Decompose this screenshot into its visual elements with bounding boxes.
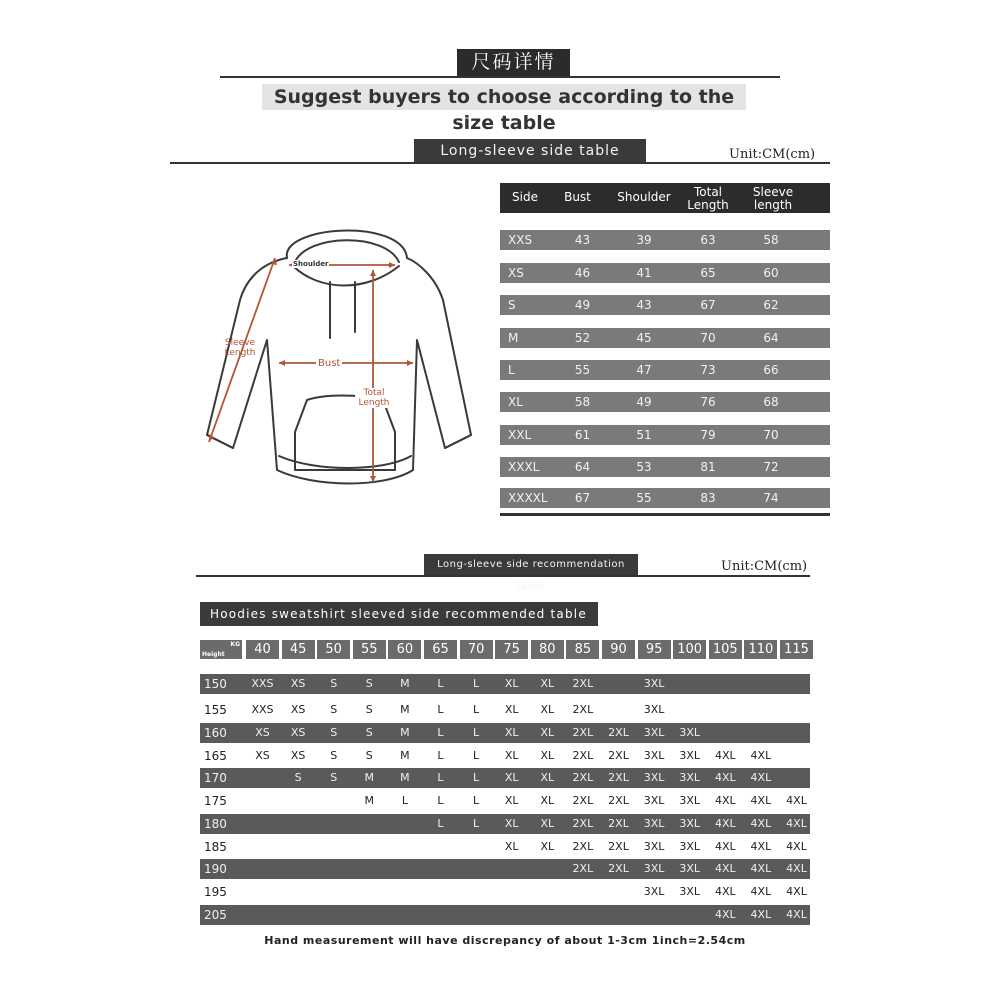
size-recommendation-cell: L	[437, 726, 444, 739]
size-label-cell: XXXXL	[508, 491, 548, 505]
size-recommendation-cell: M	[400, 726, 410, 739]
weight-header-cell: 45	[282, 640, 315, 659]
weight-header-cell: 115	[780, 640, 813, 659]
size-recommendation-cell: 2XL	[572, 726, 594, 739]
page-title-zh: 尺码详情	[457, 49, 570, 76]
size-recommendation-cell: 4XL	[750, 840, 772, 853]
size-recommendation-cell: XL	[540, 677, 555, 690]
col-sleeve-length: Sleeve length	[752, 185, 794, 212]
sleeve-length-label: Sleeve Length	[224, 338, 256, 358]
size-recommendation-cell: 2XL	[608, 817, 629, 830]
size-recommendation-cell: XS	[290, 703, 306, 716]
size-unit-label: Unit:CM(cm)	[729, 147, 816, 162]
size-recommendation-cell: 4XL	[714, 771, 736, 784]
size-value-cell: 60	[763, 266, 779, 280]
size-recommendation-cell: S	[330, 726, 338, 739]
size-recommendation-cell: 3XL	[679, 840, 701, 853]
size-recommendation-cell: 3XL	[643, 703, 665, 716]
size-row	[500, 230, 830, 250]
size-recommendation-cell: 4XL	[750, 794, 772, 807]
size-recommendation-cell: 3XL	[643, 862, 665, 875]
weight-header-cell: 75	[495, 640, 528, 659]
size-recommendation-cell: L	[473, 749, 480, 762]
size-recommendation-cell: L	[437, 771, 444, 784]
size-recommendation-cell: L	[473, 817, 480, 830]
size-recommendation-cell: 4XL	[714, 885, 736, 898]
corner-height-label: Height	[202, 651, 225, 658]
size-row	[500, 295, 830, 315]
size-recommendation-cell: 4XL	[750, 817, 772, 830]
rec-section-rule	[196, 575, 810, 577]
size-recommendation-cell: XL	[540, 703, 555, 716]
size-recommendation-cell: L	[473, 771, 480, 784]
col-shoulder: Shoulder	[617, 190, 671, 204]
size-value-cell: 51	[636, 428, 652, 442]
weight-header-cell: 65	[424, 640, 457, 659]
col-total-length: Total Length	[687, 185, 729, 212]
size-table-bottom-rule	[500, 513, 830, 516]
col-side: Side	[512, 190, 538, 204]
size-row	[500, 457, 830, 477]
size-recommendation-cell: 3XL	[643, 677, 665, 690]
hoodie-diagram	[195, 220, 495, 500]
size-recommendation-cell: 2XL	[572, 771, 594, 784]
height-cell: 205	[204, 908, 227, 922]
weight-header-cell: 85	[566, 640, 599, 659]
size-value-cell: 67	[700, 298, 716, 312]
size-recommendation-cell: M	[400, 749, 410, 762]
size-recommendation-cell: 2XL	[608, 726, 629, 739]
size-value-cell: 61	[574, 428, 591, 442]
size-recommendation-cell: 3XL	[679, 817, 701, 830]
size-value-cell: 39	[636, 233, 652, 247]
rec-row	[200, 837, 810, 857]
size-recommendation-cell: 4XL	[714, 908, 736, 921]
size-recommendation-cell: S	[365, 677, 373, 690]
size-recommendation-cell: 3XL	[643, 817, 665, 830]
size-value-cell: 81	[700, 460, 716, 474]
size-recommendation-cell: 3XL	[679, 771, 701, 784]
size-recommendation-cell: M	[364, 771, 375, 784]
total-length-label: Total Length	[355, 388, 393, 408]
size-row	[500, 360, 830, 380]
size-value-cell: 49	[636, 395, 652, 409]
size-value-cell: 47	[636, 363, 652, 377]
rec-row	[200, 905, 810, 925]
rec-row	[200, 746, 810, 766]
rec-row	[200, 859, 810, 879]
size-label-cell: L	[508, 363, 515, 377]
height-cell: 170	[204, 771, 227, 785]
size-label-cell: XXL	[508, 428, 532, 442]
size-recommendation-cell: S	[330, 703, 338, 716]
rec-row	[200, 674, 810, 694]
size-recommendation-cell: 4XL	[750, 908, 772, 921]
size-value-cell: 72	[763, 460, 779, 474]
height-cell: 175	[204, 794, 227, 808]
size-recommendation-cell: 2XL	[572, 840, 594, 853]
size-recommendation-cell: 4XL	[714, 840, 736, 853]
size-recommendation-cell: 2XL	[608, 749, 629, 762]
size-recommendation-cell: S	[330, 771, 338, 784]
size-value-cell: 63	[700, 233, 716, 247]
size-recommendation-cell: XS	[290, 726, 306, 739]
size-recommendation-cell: XL	[540, 794, 555, 807]
size-recommendation-cell: XL	[504, 703, 519, 716]
size-recommendation-cell: 3XL	[643, 885, 665, 898]
size-recommendation-cell: 4XL	[750, 885, 772, 898]
size-recommendation-cell: L	[437, 749, 444, 762]
size-value-cell: 43	[574, 233, 591, 247]
size-recommendation-cell: M	[400, 703, 410, 716]
height-cell: 190	[204, 862, 227, 876]
size-recommendation-cell: XL	[540, 817, 555, 830]
weight-header-cell: 50	[317, 640, 350, 659]
size-value-cell: 65	[700, 266, 716, 280]
size-section-rule	[170, 162, 830, 164]
size-label-cell: XXXL	[508, 460, 540, 474]
size-value-cell: 68	[763, 395, 779, 409]
size-recommendation-cell: 2XL	[572, 677, 594, 690]
size-recommendation-cell: L	[401, 794, 408, 807]
size-recommendation-cell: XXS	[251, 703, 274, 716]
size-recommendation-cell: 3XL	[679, 862, 701, 875]
weight-header-cell: 70	[460, 640, 493, 659]
size-recommendation-cell: S	[294, 771, 302, 784]
height-cell: 180	[204, 817, 227, 831]
size-value-cell: 41	[636, 266, 652, 280]
size-value-cell: 83	[700, 491, 716, 505]
size-value-cell: 76	[700, 395, 716, 409]
size-value-cell: 74	[763, 491, 779, 505]
size-value-cell: 49	[574, 298, 591, 312]
size-recommendation-cell: L	[473, 677, 480, 690]
size-label-cell: S	[508, 298, 516, 312]
title-rule	[220, 76, 780, 78]
size-recommendation-cell: L	[437, 794, 444, 807]
size-recommendation-cell: 3XL	[679, 749, 701, 762]
size-recommendation-cell: XL	[504, 677, 519, 690]
size-recommendation-cell: 2XL	[572, 703, 594, 716]
rec-unit-label: Unit:CM(cm)	[721, 559, 808, 574]
size-recommendation-cell: L	[473, 794, 480, 807]
size-recommendation-cell: 4XL	[786, 885, 807, 898]
size-recommendation-cell: M	[400, 771, 410, 784]
height-cell: 185	[204, 840, 227, 854]
rec-row	[200, 700, 810, 720]
weight-header-cell: 100	[673, 640, 706, 659]
size-recommendation-cell: XL	[540, 749, 555, 762]
size-row	[500, 488, 830, 508]
size-recommendation-cell: 4XL	[786, 817, 807, 830]
weight-header-cell: 80	[531, 640, 564, 659]
size-recommendation-cell: XL	[504, 726, 519, 739]
size-value-cell: 55	[636, 491, 652, 505]
height-cell: 195	[204, 885, 227, 899]
size-recommendation-cell: XXS	[251, 677, 274, 690]
hoodie-body	[207, 258, 471, 484]
rec-corner-cell	[200, 640, 242, 659]
size-recommendation-cell: XL	[504, 794, 519, 807]
size-row	[500, 425, 830, 445]
page-subtitle: Suggest buyers to choose according to the size table	[262, 84, 746, 110]
size-recommendation-cell: XS	[255, 726, 270, 739]
height-cell: 155	[204, 703, 227, 717]
size-value-cell: 70	[763, 428, 779, 442]
size-label-cell: XS	[508, 266, 524, 280]
size-table-header	[500, 183, 830, 213]
size-recommendation-cell: S	[365, 726, 373, 739]
size-value-cell: 79	[700, 428, 716, 442]
size-recommendation-cell: 4XL	[750, 771, 772, 784]
size-row	[500, 392, 830, 412]
rec-row	[200, 768, 810, 788]
size-recommendation-cell: 4XL	[714, 862, 736, 875]
size-recommendation-cell: 4XL	[714, 817, 736, 830]
weight-header-cell: 110	[744, 640, 777, 659]
size-recommendation-cell: 4XL	[786, 908, 807, 921]
size-recommendation-cell: XL	[504, 771, 519, 784]
size-recommendation-cell: 4XL	[714, 794, 736, 807]
size-recommendation-cell: 2XL	[572, 749, 594, 762]
size-recommendation-cell: 2XL	[572, 817, 594, 830]
size-recommendation-cell: 2XL	[608, 840, 629, 853]
size-recommendation-cell: 2XL	[608, 862, 629, 875]
size-recommendation-cell: S	[365, 749, 373, 762]
measurement-footnote: Hand measurement will have discrepancy of about 1-3cm 1inch=2.54cm	[264, 934, 746, 947]
size-recommendation-cell: 4XL	[786, 794, 807, 807]
size-recommendation-cell: 3XL	[643, 726, 665, 739]
size-recommendation-cell: L	[437, 677, 444, 690]
weight-header-cell: 105	[709, 640, 742, 659]
size-recommendation-cell: M	[400, 677, 410, 690]
size-value-cell: 73	[700, 363, 716, 377]
size-value-cell: 58	[763, 233, 779, 247]
size-value-cell: 70	[700, 331, 716, 345]
size-recommendation-cell: XS	[290, 677, 306, 690]
size-value-cell: 45	[636, 331, 652, 345]
size-recommendation-cell: 3XL	[643, 840, 665, 853]
corner-kg-label: KG	[230, 641, 240, 648]
size-recommendation-cell: 3XL	[643, 771, 665, 784]
size-value-cell: 62	[763, 298, 779, 312]
size-recommendation-cell: 3XL	[643, 749, 665, 762]
size-label-cell: XL	[508, 395, 523, 409]
size-recommendation-cell: 4XL	[786, 840, 807, 853]
size-recommendation-cell: 2XL	[608, 771, 629, 784]
size-recommendation-cell: XS	[255, 749, 270, 762]
weight-header-cell: 40	[246, 640, 279, 659]
size-recommendation-cell: XL	[540, 726, 555, 739]
size-recommendation-cell: XL	[540, 771, 555, 784]
size-recommendation-cell: 4XL	[750, 862, 772, 875]
size-recommendation-cell: 3XL	[679, 885, 701, 898]
size-recommendation-cell: 4XL	[750, 749, 772, 762]
size-recommendation-cell: XL	[540, 840, 555, 853]
size-value-cell: 53	[636, 460, 652, 474]
rec-table-title: Hoodies sweatshirt sleeved side recommended table	[200, 602, 598, 626]
rec-table-tag: Long-sleeve side recommendation table	[424, 554, 638, 576]
size-row	[500, 328, 830, 348]
size-value-cell: 64	[574, 460, 591, 474]
size-recommendation-cell: XL	[504, 840, 519, 853]
size-value-cell: 67	[574, 491, 591, 505]
height-cell: 165	[204, 749, 227, 763]
size-recommendation-cell: 4XL	[786, 862, 807, 875]
bust-label: Bust	[318, 358, 341, 369]
size-recommendation-cell: 3XL	[643, 794, 665, 807]
hoodie-hood	[287, 231, 407, 258]
size-recommendation-cell: L	[437, 703, 444, 716]
size-recommendation-cell: M	[364, 794, 375, 807]
rec-row	[200, 814, 810, 834]
size-recommendation-cell: 2XL	[572, 794, 594, 807]
size-recommendation-cell: XL	[504, 749, 519, 762]
size-label-cell: M	[508, 331, 519, 345]
shoulder-label: Shoulder	[293, 260, 329, 268]
weight-header-cell: 60	[388, 640, 421, 659]
size-row	[500, 263, 830, 283]
size-recommendation-cell: S	[330, 677, 338, 690]
size-value-cell: 52	[574, 331, 591, 345]
size-recommendation-cell: 3XL	[679, 726, 701, 739]
size-label-cell: XXS	[508, 233, 533, 247]
height-cell: 150	[204, 677, 227, 691]
size-recommendation-cell: S	[365, 703, 373, 716]
size-recommendation-cell: 2XL	[608, 794, 629, 807]
size-value-cell: 58	[574, 395, 591, 409]
size-value-cell: 66	[763, 363, 779, 377]
size-value-cell: 43	[636, 298, 652, 312]
size-recommendation-cell: L	[473, 703, 480, 716]
weight-header-cell: 55	[353, 640, 386, 659]
size-value-cell: 46	[574, 266, 591, 280]
rec-row	[200, 882, 810, 902]
size-recommendation-cell: XL	[504, 817, 519, 830]
weight-header-cell: 90	[602, 640, 635, 659]
size-table-tag: Long-sleeve side table	[414, 139, 646, 164]
size-recommendation-cell: S	[330, 749, 338, 762]
size-recommendation-cell: L	[437, 817, 444, 830]
size-recommendation-cell: 3XL	[679, 794, 701, 807]
size-value-cell: 64	[763, 331, 779, 345]
size-recommendation-cell: XS	[290, 749, 306, 762]
size-recommendation-cell: 4XL	[714, 749, 736, 762]
height-cell: 160	[204, 726, 227, 740]
col-bust: Bust	[564, 190, 591, 204]
size-recommendation-cell: 2XL	[572, 862, 594, 875]
weight-header-cell: 95	[638, 640, 671, 659]
size-recommendation-cell: L	[473, 726, 480, 739]
rec-row	[200, 791, 810, 811]
rec-row	[200, 723, 810, 743]
size-value-cell: 55	[574, 363, 591, 377]
